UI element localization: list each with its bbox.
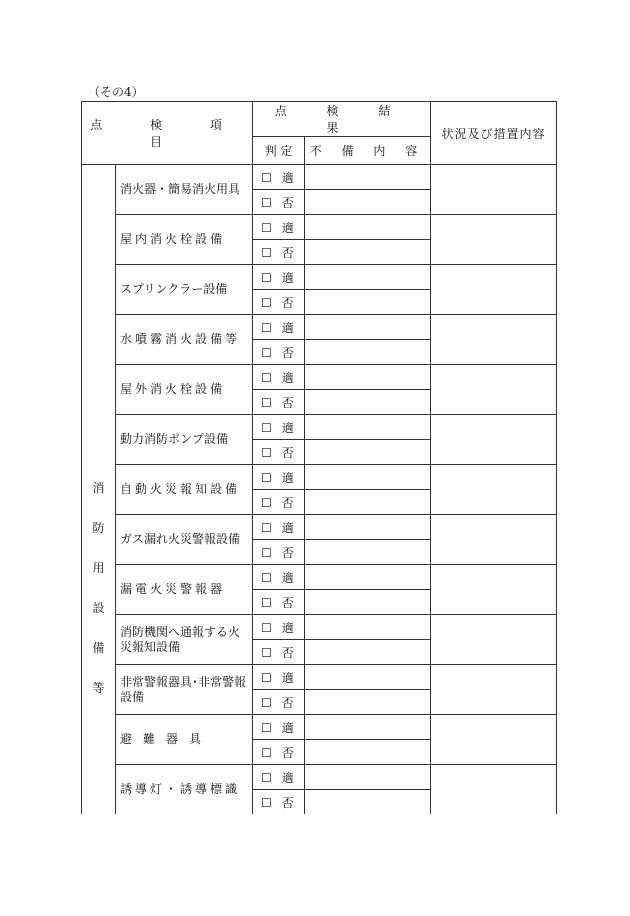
- checkbox-fail[interactable]: ☐: [261, 745, 272, 760]
- option-pass-label: 適: [281, 520, 294, 535]
- judgment-fail: [253, 190, 305, 215]
- checkbox-fail[interactable]: ☐: [261, 295, 272, 310]
- option-pass-label: 適: [281, 620, 294, 635]
- checkbox-fail[interactable]: ☐: [261, 445, 272, 460]
- header-status-measures: 状況及び措置内容: [431, 102, 557, 165]
- judgment-pass: [253, 515, 305, 540]
- defect-content-cell[interactable]: [305, 790, 431, 815]
- judgment-fail: [253, 790, 305, 815]
- checkbox-pass[interactable]: ☐: [261, 520, 272, 535]
- option-fail-label: 否: [281, 545, 294, 560]
- judgment-pass: [253, 665, 305, 690]
- item-label: 非常警報器具･非常警報設備: [116, 665, 253, 715]
- inspection-table: [81, 101, 557, 814]
- option-pass-label: 適: [281, 320, 294, 335]
- item-label: スプリンクラー設備: [116, 265, 253, 315]
- checkbox-fail[interactable]: ☐: [261, 595, 272, 610]
- defect-content-cell[interactable]: [305, 665, 431, 690]
- judgment-fail: [253, 590, 305, 615]
- defect-content-cell[interactable]: [305, 590, 431, 615]
- judgment-pass: [253, 765, 305, 790]
- judgment-fail: [253, 490, 305, 515]
- defect-content-cell[interactable]: [305, 540, 431, 565]
- checkbox-pass[interactable]: ☐: [261, 420, 272, 435]
- checkbox-pass[interactable]: ☐: [261, 570, 272, 585]
- status-measures-cell[interactable]: [431, 515, 557, 565]
- status-measures-cell[interactable]: [431, 665, 557, 715]
- checkbox-pass[interactable]: ☐: [261, 320, 272, 335]
- checkbox-pass[interactable]: ☐: [261, 670, 272, 685]
- defect-content-cell[interactable]: [305, 390, 431, 415]
- checkbox-fail[interactable]: ☐: [261, 195, 272, 210]
- defect-content-cell[interactable]: [305, 490, 431, 515]
- defect-content-cell[interactable]: [305, 740, 431, 765]
- option-pass-label: 適: [281, 270, 294, 285]
- judgment-fail: [253, 640, 305, 665]
- judgment-fail: [253, 240, 305, 265]
- judgment-pass: [253, 365, 305, 390]
- defect-content-cell[interactable]: [305, 190, 431, 215]
- judgment-pass: [253, 165, 305, 190]
- checkbox-pass[interactable]: ☐: [261, 470, 272, 485]
- option-fail-label: 否: [281, 595, 294, 610]
- option-fail-label: 否: [281, 395, 294, 410]
- option-pass-label: 適: [281, 170, 294, 185]
- item-label: 屋外消火栓設備: [116, 365, 253, 415]
- item-label: 誘導灯・誘導標識: [116, 765, 253, 815]
- checkbox-pass[interactable]: ☐: [261, 220, 272, 235]
- judgment-fail: [253, 690, 305, 715]
- item-label: 漏電火災警報器: [116, 565, 253, 615]
- checkbox-fail[interactable]: ☐: [261, 795, 272, 810]
- defect-content-cell[interactable]: [305, 365, 431, 390]
- item-label: 屋内消火栓設備: [116, 215, 253, 265]
- status-measures-cell[interactable]: [431, 765, 557, 815]
- status-measures-cell[interactable]: [431, 615, 557, 665]
- checkbox-fail[interactable]: ☐: [261, 545, 272, 560]
- category-char: 等: [92, 680, 105, 695]
- category-char: 設: [92, 600, 105, 615]
- judgment-pass: [253, 415, 305, 440]
- option-fail-label: 否: [281, 295, 294, 310]
- judgment-pass: [253, 265, 305, 290]
- checkbox-pass[interactable]: ☐: [261, 620, 272, 635]
- checkbox-fail[interactable]: ☐: [261, 245, 272, 260]
- item-label: 自動火災報知設備: [116, 465, 253, 515]
- defect-content-cell[interactable]: [305, 615, 431, 640]
- category-cell: [82, 165, 116, 815]
- option-pass-label: 適: [281, 420, 294, 435]
- judgment-fail: [253, 340, 305, 365]
- category-char: 防: [92, 520, 105, 535]
- header-defect-content: 不 備 内 容: [305, 137, 431, 165]
- option-pass-label: 適: [281, 770, 294, 785]
- item-label: 避難器具: [116, 715, 253, 765]
- defect-content-cell[interactable]: [305, 565, 431, 590]
- page-note: （その4）: [88, 85, 144, 99]
- defect-content-cell[interactable]: [305, 315, 431, 340]
- judgment-pass: [253, 615, 305, 640]
- checkbox-pass[interactable]: ☐: [261, 170, 272, 185]
- status-measures-cell[interactable]: [431, 565, 557, 615]
- defect-content-cell[interactable]: [305, 265, 431, 290]
- defect-content-cell[interactable]: [305, 440, 431, 465]
- defect-content-cell[interactable]: [305, 415, 431, 440]
- checkbox-fail[interactable]: ☐: [261, 495, 272, 510]
- status-measures-cell[interactable]: [431, 165, 557, 215]
- status-measures-cell[interactable]: [431, 465, 557, 515]
- checkbox-fail[interactable]: ☐: [261, 345, 272, 360]
- checkbox-pass[interactable]: ☐: [261, 770, 272, 785]
- defect-content-cell[interactable]: [305, 240, 431, 265]
- option-pass-label: 適: [281, 670, 294, 685]
- option-fail-label: 否: [281, 645, 294, 660]
- option-pass-label: 適: [281, 720, 294, 735]
- status-measures-cell[interactable]: [431, 365, 557, 415]
- item-label: ガス漏れ火災警報設備: [116, 515, 253, 565]
- checkbox-pass[interactable]: ☐: [261, 720, 272, 735]
- option-fail-label: 否: [281, 345, 294, 360]
- judgment-pass: [253, 465, 305, 490]
- option-pass-label: 適: [281, 370, 294, 385]
- defect-content-cell[interactable]: [305, 690, 431, 715]
- status-measures-cell[interactable]: [431, 215, 557, 265]
- defect-content-cell[interactable]: [305, 340, 431, 365]
- checkbox-pass[interactable]: ☐: [261, 270, 272, 285]
- option-fail-label: 否: [281, 695, 294, 710]
- item-label: 水噴霧消火設備等: [116, 315, 253, 365]
- status-measures-cell[interactable]: [431, 315, 557, 365]
- judgment-fail: [253, 290, 305, 315]
- header-inspection-item: 点 検 項 目: [82, 102, 253, 165]
- defect-content-cell[interactable]: [305, 515, 431, 540]
- item-label: 消火器・簡易消火用具: [116, 165, 253, 215]
- judgment-fail: [253, 440, 305, 465]
- judgment-pass: [253, 715, 305, 740]
- judgment-fail: [253, 390, 305, 415]
- judgment-pass: [253, 215, 305, 240]
- option-fail-label: 否: [281, 495, 294, 510]
- defect-content-cell[interactable]: [305, 465, 431, 490]
- category-char: 消: [92, 480, 105, 495]
- category-char: 備: [92, 640, 105, 655]
- judgment-pass: [253, 565, 305, 590]
- header-inspection-result: 点 検 結 果: [253, 102, 431, 137]
- defect-content-cell[interactable]: [305, 290, 431, 315]
- judgment-pass: [253, 315, 305, 340]
- option-fail-label: 否: [281, 795, 294, 810]
- status-measures-cell[interactable]: [431, 415, 557, 465]
- option-fail-label: 否: [281, 195, 294, 210]
- defect-content-cell[interactable]: [305, 715, 431, 740]
- category-char: 用: [92, 560, 105, 575]
- item-label: 消防機関へ通報する火災報知設備: [116, 615, 253, 665]
- checkbox-fail[interactable]: ☐: [261, 395, 272, 410]
- option-pass-label: 適: [281, 470, 294, 485]
- checkbox-fail[interactable]: ☐: [261, 695, 272, 710]
- defect-content-cell[interactable]: [305, 165, 431, 190]
- option-pass-label: 適: [281, 220, 294, 235]
- status-measures-cell[interactable]: [431, 715, 557, 765]
- option-fail-label: 否: [281, 745, 294, 760]
- defect-content-cell[interactable]: [305, 640, 431, 665]
- status-measures-cell[interactable]: [431, 265, 557, 315]
- option-pass-label: 適: [281, 570, 294, 585]
- judgment-fail: [253, 540, 305, 565]
- defect-content-cell[interactable]: [305, 765, 431, 790]
- option-fail-label: 否: [281, 245, 294, 260]
- header-judgment: 判 定: [253, 137, 305, 165]
- checkbox-pass[interactable]: ☐: [261, 370, 272, 385]
- checkbox-fail[interactable]: ☐: [261, 645, 272, 660]
- option-fail-label: 否: [281, 445, 294, 460]
- defect-content-cell[interactable]: [305, 215, 431, 240]
- judgment-fail: [253, 740, 305, 765]
- item-label: 動力消防ポンプ設備: [116, 415, 253, 465]
